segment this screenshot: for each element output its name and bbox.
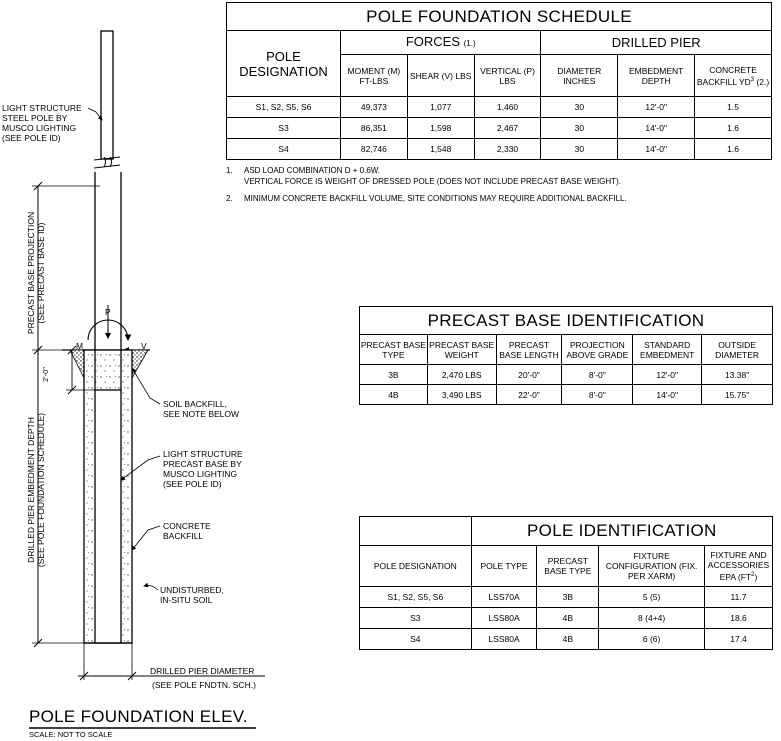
vertical-header: VERTICAL (P) LBS	[474, 55, 541, 97]
precast-base-label: LIGHT STRUCTURE PRECAST BASE BY MUSCO LIGHTING (SEE POLE ID)	[163, 449, 243, 489]
pole-designation-header: POLE DESIGNATION	[227, 31, 341, 97]
force-p-label: P	[105, 307, 111, 317]
schedule-note-1: 1. ASD LOAD COMBINATION D + 0.6W. VERTICAL FORCE IS WEIGHT OF DRESSED POLE (DOES NOT INCLUDE PRECAST BASE WEIGHT).	[226, 166, 621, 186]
precast-projection-label: PRECAST BASE PROJECTION (SEE PRECAST BASE ID)	[26, 211, 46, 335]
pole-identification: POLE IDENTIFICATION POLE DESIGNATION POLE TYPE PRECAST BASE TYPE FIXTURE CONFIGURATION (FIX. PER XARM) FIXTURE AND ACCESSORIES EPA $(FT^2)$ S1, S2, S5, S6 LSS70A 3B 5 (5) 11.7 S3 LSS80A 4B 8 (4+4) 18.6 S4 LSS80A 4B 6 (6) 17.4	[359, 516, 773, 650]
steel-pole-label: LIGHT STRUCTURE STEEL POLE BY MUSCO LIGHTING (SEE POLE ID)	[2, 103, 82, 143]
force-m-label: M	[76, 341, 84, 351]
elevation-title: POLE FOUNDATION ELEV.	[29, 707, 248, 726]
concrete-header: CONCRETE BACKFILL $YD^3$ (2.)	[695, 55, 772, 97]
pole-foundation-schedule	[226, 2, 772, 160]
steel-pole	[101, 31, 113, 159]
table-row: 4B 3,490 LBS 22'-0" 8'-0" 14'-0" 15.75"	[360, 385, 773, 405]
table-row: S4 LSS80A 4B 6 (6) 17.4	[360, 629, 773, 650]
pier-diameter-label: DRILLED PIER DIAMETER	[150, 666, 255, 676]
table-row: S4 82,746 1,548 2,330 30 14'-0" 1.6	[227, 139, 772, 160]
schedule-note-2: 2. MINIMUM CONCRETE BACKFILL VOLUME, SITE CONDITIONS MAY REQUIRE ADDITIONAL BACKFILL.	[226, 194, 627, 203]
concrete-backfill-label: CONCRETE BACKFILL	[163, 521, 211, 541]
table-row: S1, S2, S5, S6 49,373 1,077 1,460 30 12'-0" 1.5	[227, 97, 772, 118]
dim-2ft: 2'-0"	[40, 367, 50, 382]
table-row: 3B 2,470 LBS 20'-0" 8'-0" 12'-0" 13.38"	[360, 365, 773, 385]
schedule-title: POLE FOUNDATION SCHEDULE	[227, 3, 772, 31]
forces-header: FORCES (1.)	[340, 31, 540, 55]
undisturbed-soil-label: UNDISTURBED, IN-SITU SOIL	[160, 585, 224, 605]
force-v-label: V	[141, 341, 147, 351]
soil-backfill-label: SOIL BACKFILL, SEE NOTE BELOW	[163, 399, 240, 419]
embedment-header: EMBEDMENT DEPTH	[618, 55, 695, 97]
epa-header: FIXTURE AND ACCESSORIES EPA $(FT^2)$	[705, 546, 773, 587]
precast-base-embedded	[95, 390, 121, 643]
embedment-depth-label: DRILLED PIER EMBEDMENT DEPTH (SEE POLE FOUNDATION SCHEDULE)	[26, 412, 46, 568]
precast-base-identification: PRECAST BASE IDENTIFICATION PRECAST BASE TYPE PRECAST BASE WEIGHT PRECAST BASE LENGTH PROJECTION ABOVE GRADE STANDARD EMBEDMENT OUTSIDE DIAMETER 3B 2,470 LBS 20'-0" 8'-0" 12'-0" 13.38" 4B 3,490 LBS 22'-0" 8'-0" 14'-0" 15.75"	[359, 306, 773, 405]
moment-header: MOMENT (M) FT-LBS	[340, 55, 407, 97]
precast-title: PRECAST BASE IDENTIFICATION	[360, 307, 773, 335]
table-row: S1, S2, S5, S6 LSS70A 3B 5 (5) 11.7	[360, 587, 773, 608]
drilled-pier-header: DRILLED PIER	[541, 31, 772, 55]
shear-header: SHEAR (V) LBS	[407, 55, 474, 97]
table-row: S3 LSS80A 4B 8 (4+4) 18.6	[360, 608, 773, 629]
table-row: S3 86,351 1,598 2,467 30 14'-0" 1.6	[227, 118, 772, 139]
pier-diameter-ref: (SEE POLE FNDTN. SCH.)	[152, 680, 256, 690]
pole-id-title: POLE IDENTIFICATION	[471, 517, 772, 546]
break-symbol	[94, 157, 120, 168]
elevation-scale: SCALE: NOT TO SCALE	[29, 730, 113, 739]
diameter-header: DIAMETER INCHES	[541, 55, 618, 97]
